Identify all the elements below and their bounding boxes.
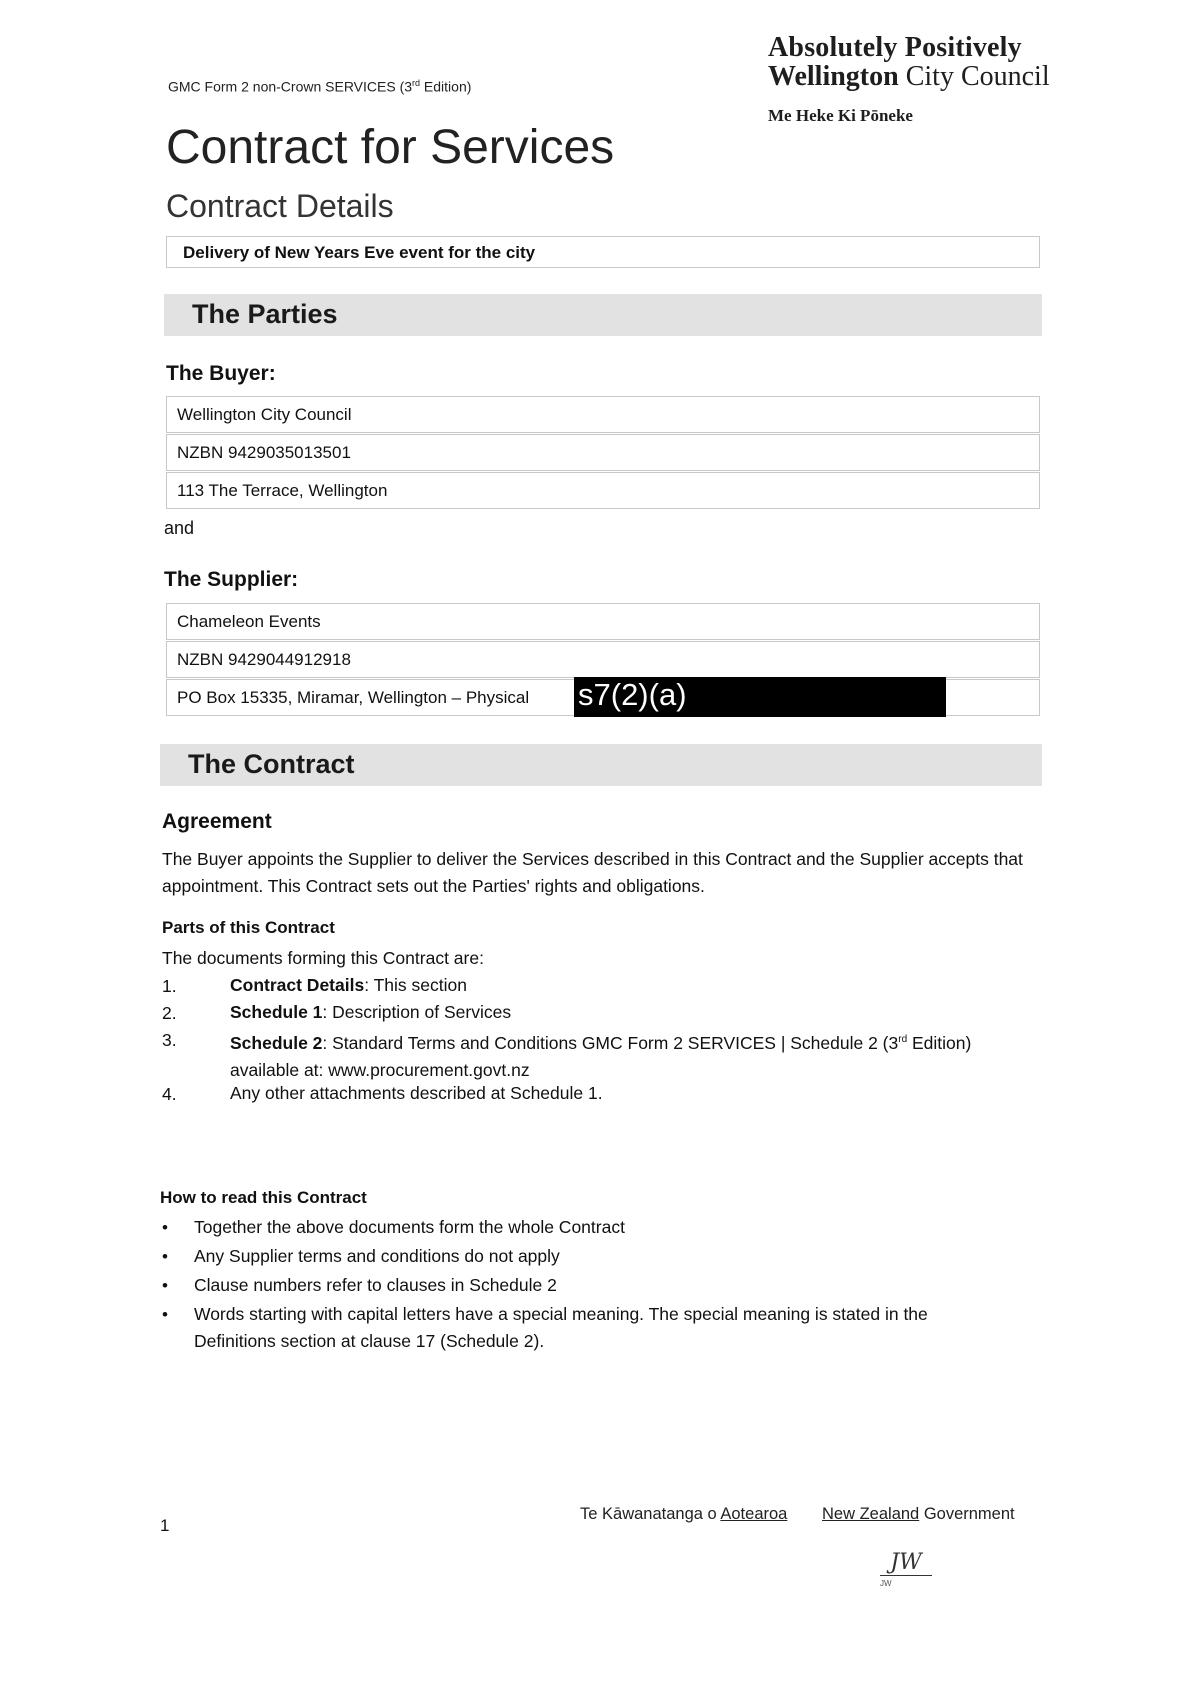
bullet: • — [162, 1218, 168, 1237]
list-item: Any Supplier terms and conditions do not apply — [194, 1246, 560, 1266]
form-reference: GMC Form 2 non-Crown SERVICES (3rd Edition) — [168, 78, 472, 95]
list-item: Schedule 2: Standard Terms and Conditions GMC Form 2 SERVICES | Schedule 2 (3rd Edition) available at: www.procurement.govt.nz — [230, 1032, 972, 1080]
supplier-label: The Supplier: — [164, 568, 299, 591]
initials-caption: JW — [880, 1579, 892, 1588]
handwritten-initials: JW — [880, 1551, 932, 1576]
bullet: • — [162, 1305, 168, 1324]
list-number: 2. — [162, 1003, 177, 1023]
list-number: 4. — [162, 1084, 177, 1104]
and-connector: and — [164, 518, 195, 538]
buyer-label: The Buyer: — [166, 362, 276, 385]
page-title: Contract for Services — [166, 121, 615, 174]
redaction-block: s7(2)(a) — [574, 677, 946, 717]
agreement-text: The Buyer appoints the Supplier to deliver the Services described in this Contract and the Supplier accepts that appointment. This Contract sets out the Parties' rights and obligations. — [162, 849, 1023, 896]
parts-intro: The documents forming this Contract are: — [162, 948, 484, 968]
parties-section-heading: The Parties — [164, 294, 1042, 336]
list-number: 3. — [162, 1030, 177, 1050]
page-number: 1 — [160, 1516, 170, 1535]
contract-section-heading: The Contract — [160, 744, 1042, 786]
list-item: Any other attachments described at Schedule 1. — [230, 1083, 603, 1103]
logo-tagline: Me Heke Ki Pōneke — [768, 106, 913, 125]
contract-name-field: Delivery of New Years Eve event for the city — [166, 236, 1040, 268]
logo-line-2: Wellington City Council — [768, 61, 1050, 92]
list-item: Together the above documents form the whole Contract — [194, 1217, 625, 1237]
page-subtitle: Contract Details — [166, 188, 394, 224]
list-item: Schedule 1: Description of Services — [230, 1002, 512, 1022]
logo-line-1: Absolutely Positively — [768, 32, 1022, 63]
bullet: • — [162, 1276, 168, 1295]
supplier-name-row: Chameleon Events — [166, 603, 1040, 640]
parts-heading: Parts of this Contract — [162, 918, 335, 937]
agreement-heading: Agreement — [162, 810, 272, 833]
gov-maori-wordmark: Te Kāwanatanga o Aotearoa — [580, 1505, 788, 1523]
list-item: Clause numbers refer to clauses in Schedule 2 — [194, 1275, 557, 1295]
bullet: • — [162, 1247, 168, 1266]
gov-english-wordmark: New Zealand Government — [822, 1505, 1015, 1523]
supplier-address-row: PO Box 15335, Miramar, Wellington – Physical — [166, 679, 1040, 716]
list-number: 1. — [162, 976, 177, 996]
buyer-address-row: 113 The Terrace, Wellington — [166, 472, 1040, 509]
list-item: Contract Details: This section — [230, 975, 467, 995]
buyer-name-row: Wellington City Council — [166, 396, 1040, 433]
list-item: Words starting with capital letters have a special meaning. The special meaning is stated in the Definitions section at clause 17 (Schedule 2). — [194, 1304, 928, 1351]
council-logo — [768, 34, 1050, 126]
supplier-nzbn-row: NZBN 9429044912918 — [166, 641, 1040, 678]
how-to-read-heading: How to read this Contract — [160, 1188, 367, 1207]
buyer-nzbn-row: NZBN 9429035013501 — [166, 434, 1040, 471]
